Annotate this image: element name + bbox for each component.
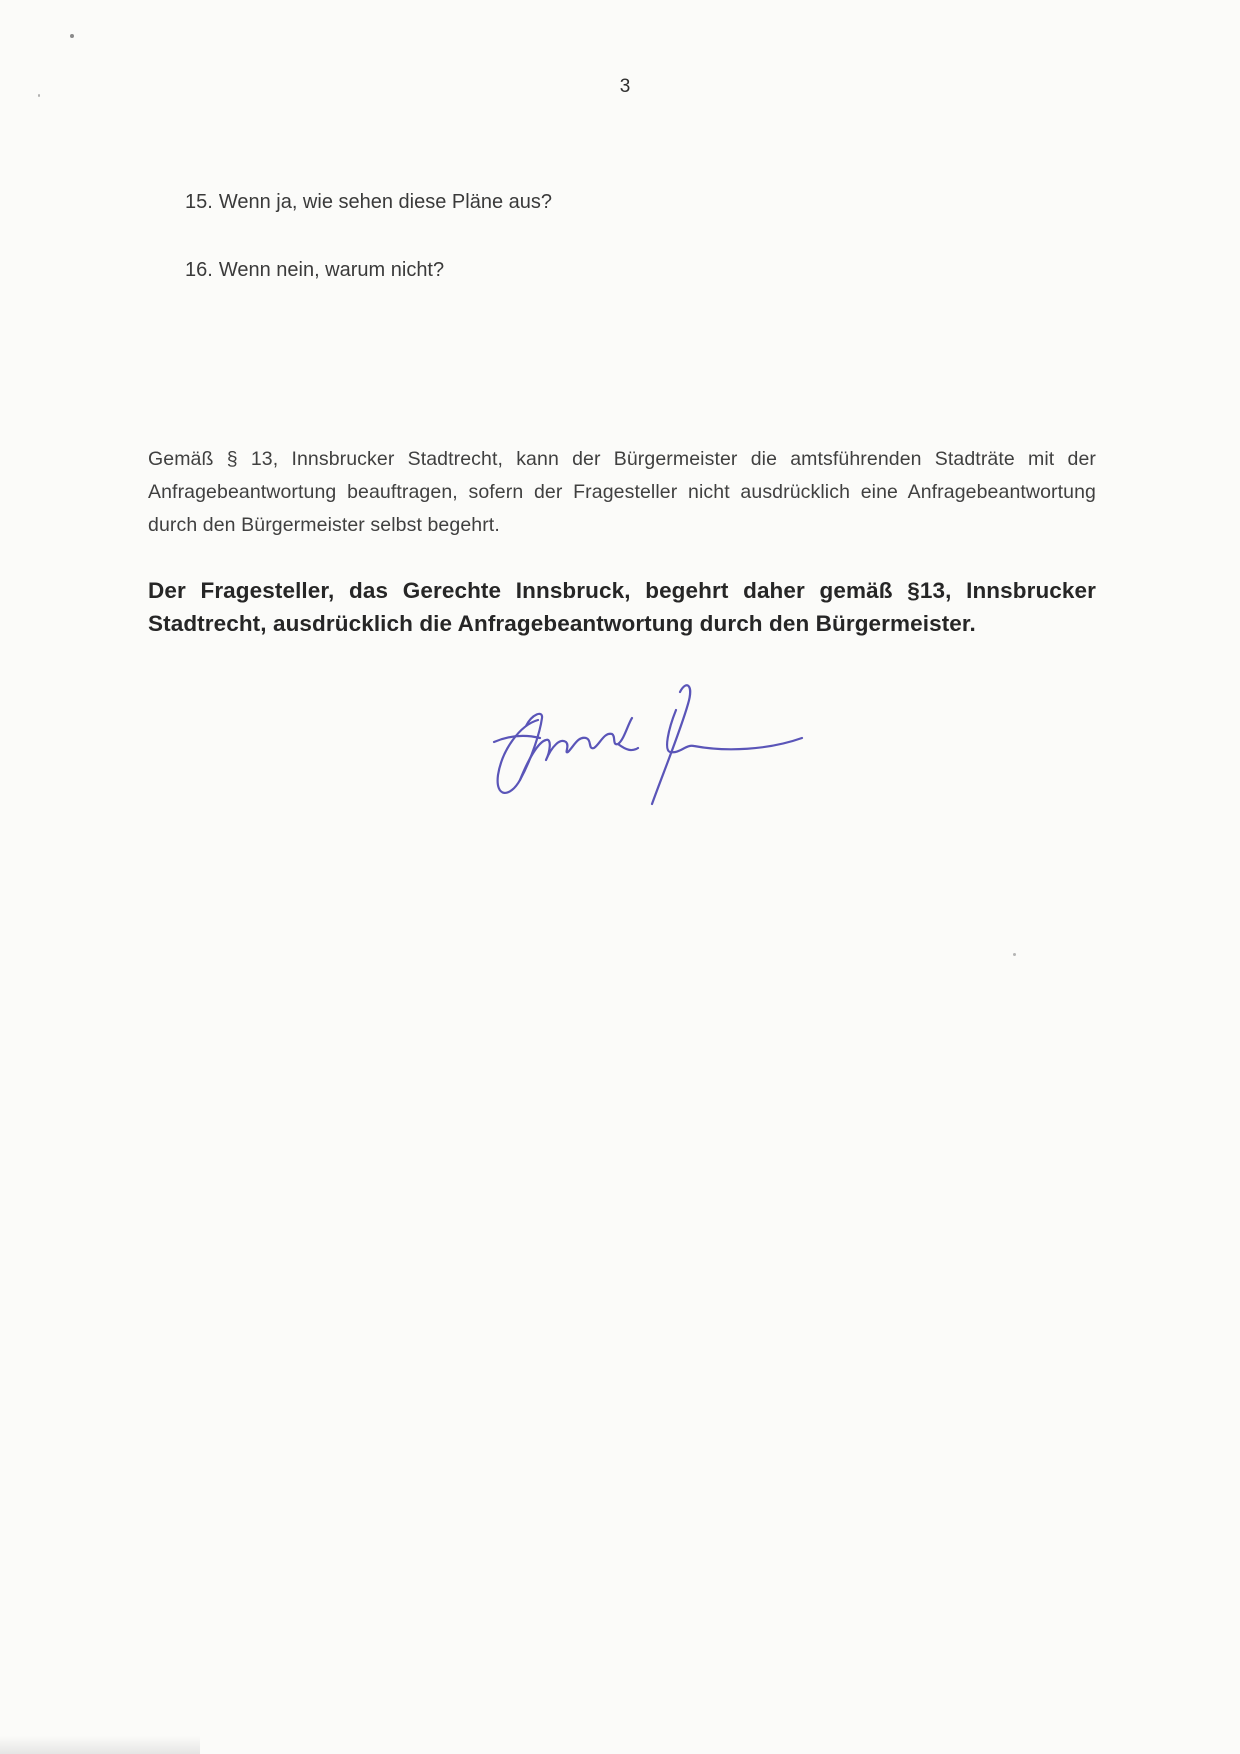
question-list bbox=[185, 190, 552, 282]
legal-paragraph: Gemäß § 13, Innsbrucker Stadtrecht, kann der Bürgermeister die amtsführenden Stadträte mit der Anfragebeantwortung beauftragen, sofern der Fragesteller nicht ausdrücklich eine Anfragebeantwortung durch den Bürgermeister selbst begehrt. bbox=[148, 448, 1096, 536]
question-number: 16. bbox=[185, 259, 213, 281]
question-item-16 bbox=[185, 258, 552, 282]
scan-edge-shadow bbox=[0, 1736, 200, 1754]
question-number: 15. bbox=[185, 191, 213, 213]
question-item-15 bbox=[185, 190, 552, 214]
request-paragraph: Der Fragesteller, das Gerechte Innsbruck, begehrt daher gemäß §13, Innsbrucker Stadtrecht, ausdrücklich die Anfragebeantwortung durch den Bürgermeister. bbox=[148, 578, 1096, 636]
scan-speck bbox=[1013, 953, 1016, 956]
question-text: Wenn nein, warum nicht? bbox=[218, 259, 445, 281]
handwritten-signature-icon bbox=[480, 680, 820, 820]
question-text: Wenn ja, wie sehen diese Pläne aus? bbox=[218, 191, 552, 213]
scan-speck bbox=[70, 34, 74, 38]
page-number: 3 bbox=[619, 76, 631, 97]
scan-speck bbox=[38, 94, 40, 97]
